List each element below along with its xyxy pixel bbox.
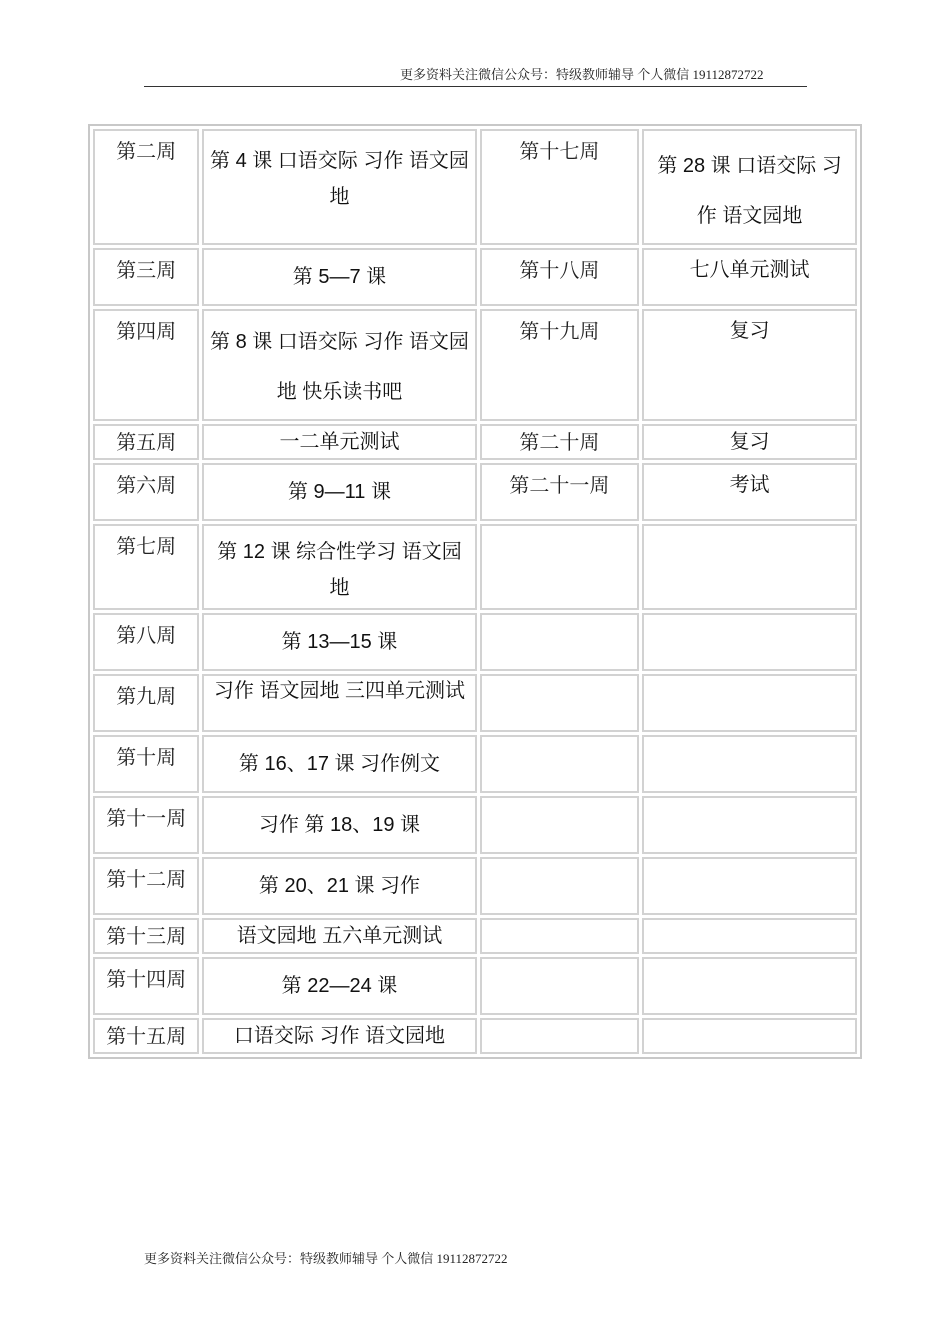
content-cell: 一二单元测试 (202, 424, 476, 460)
content-cell: 第 28 课 口语交际 习作 语文园地 (642, 129, 857, 245)
table-row (93, 524, 857, 610)
content-cell: 考试 (642, 463, 857, 521)
content-cell (642, 857, 857, 915)
content-cell: 第 12 课 综合性学习 语文园地 (202, 524, 476, 610)
week-cell (480, 957, 640, 1015)
week-cell: 第十七周 (480, 129, 640, 245)
week-cell (480, 1018, 640, 1054)
content-cell (642, 796, 857, 854)
week-cell (480, 735, 640, 793)
content-cell: 第 9—11 课 (202, 463, 476, 521)
content-cell: 复习 (642, 424, 857, 460)
week-cell: 第三周 (93, 248, 199, 306)
week-cell: 第九周 (93, 674, 199, 732)
week-cell: 第十四周 (93, 957, 199, 1015)
table-row (93, 857, 857, 915)
content-cell: 复习 (642, 309, 857, 421)
week-cell: 第二十一周 (480, 463, 640, 521)
table-row (93, 424, 857, 460)
content-cell (642, 524, 857, 610)
table-row (93, 918, 857, 954)
table-row (93, 735, 857, 793)
week-cell: 第十二周 (93, 857, 199, 915)
content-cell (642, 957, 857, 1015)
table-row (93, 1018, 857, 1054)
table-row (93, 248, 857, 306)
week-cell: 第五周 (93, 424, 199, 460)
content-cell (642, 1018, 857, 1054)
content-cell: 第 4 课 口语交际 习作 语文园地 (202, 129, 476, 245)
table-row (93, 309, 857, 421)
content-cell: 第 5—7 课 (202, 248, 476, 306)
content-cell: 口语交际 习作 语文园地 (202, 1018, 476, 1054)
content-cell: 第 20、21 课 习作 (202, 857, 476, 915)
week-cell: 第十周 (93, 735, 199, 793)
week-cell (480, 918, 640, 954)
content-cell: 习作 语文园地 三四单元测试 (202, 674, 476, 732)
content-cell: 第 8 课 口语交际 习作 语文园地 快乐读书吧 (202, 309, 476, 421)
content-cell (642, 918, 857, 954)
week-cell: 第十三周 (93, 918, 199, 954)
week-cell: 第七周 (93, 524, 199, 610)
content-cell: 第 16、17 课 习作例文 (202, 735, 476, 793)
content-cell (642, 613, 857, 671)
table-row (93, 463, 857, 521)
page-header-text: 更多资料关注微信公众号：特级教师辅导 个人微信 19112872722 (400, 67, 764, 82)
page-footer-text: 更多资料关注微信公众号：特级教师辅导 个人微信 19112872722 (144, 1251, 508, 1266)
content-cell (642, 735, 857, 793)
week-cell: 第六周 (93, 463, 199, 521)
header-divider (144, 86, 807, 87)
week-cell (480, 796, 640, 854)
content-cell: 第 22—24 课 (202, 957, 476, 1015)
week-cell: 第八周 (93, 613, 199, 671)
content-cell: 七八单元测试 (642, 248, 857, 306)
teaching-schedule-table (88, 124, 862, 1059)
content-cell: 第 13—15 课 (202, 613, 476, 671)
table-row (93, 129, 857, 245)
week-cell: 第四周 (93, 309, 199, 421)
table-row (93, 796, 857, 854)
content-cell: 习作 第 18、19 课 (202, 796, 476, 854)
week-cell: 第二十周 (480, 424, 640, 460)
week-cell (480, 857, 640, 915)
week-cell (480, 524, 640, 610)
content-cell (642, 674, 857, 732)
week-cell: 第十八周 (480, 248, 640, 306)
week-cell (480, 613, 640, 671)
week-cell: 第十五周 (93, 1018, 199, 1054)
table-row (93, 613, 857, 671)
week-cell: 第二周 (93, 129, 199, 245)
table-row (93, 957, 857, 1015)
content-cell: 语文园地 五六单元测试 (202, 918, 476, 954)
table-row (93, 674, 857, 732)
week-cell: 第十九周 (480, 309, 640, 421)
week-cell: 第十一周 (93, 796, 199, 854)
week-cell (480, 674, 640, 732)
